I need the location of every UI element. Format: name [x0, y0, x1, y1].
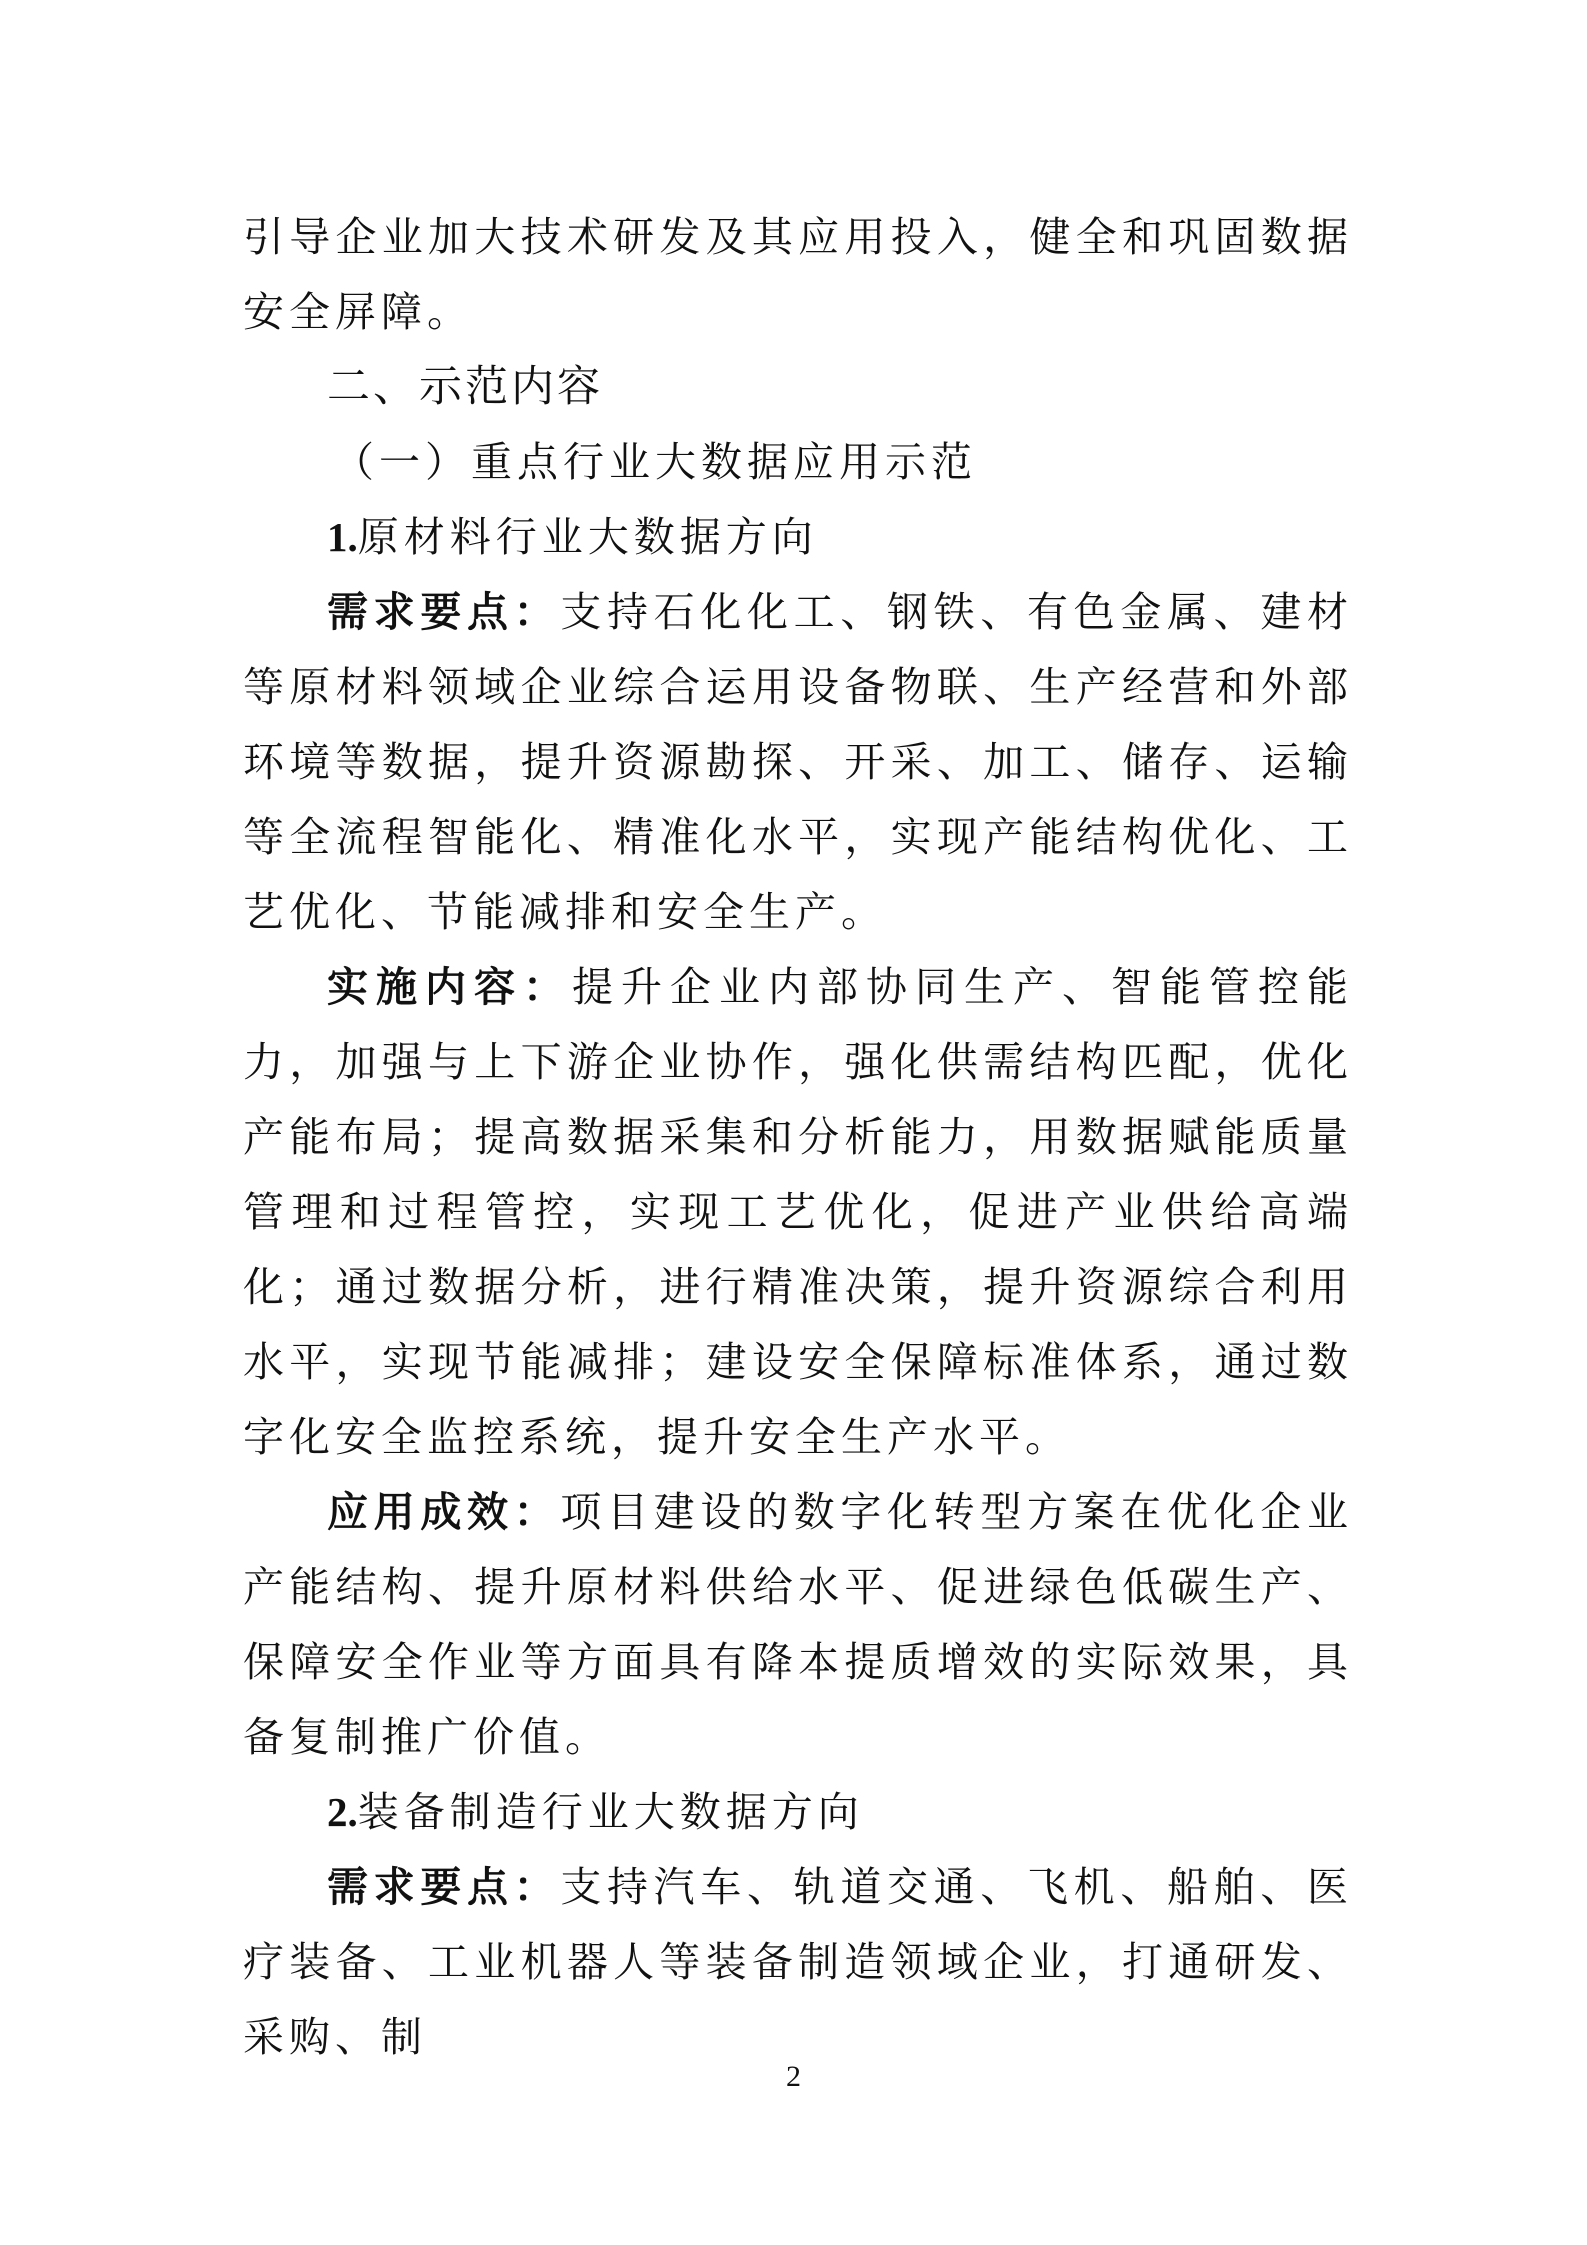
item1-demand-paragraph [243, 575, 1353, 950]
item2-heading [243, 1775, 1353, 1850]
item1-heading [243, 500, 1353, 575]
item1-demand-label: 需求要点： [327, 588, 561, 636]
item1-demand-text: 支持石化化工、钢铁、有色金属、建材等原材料领域企业综合运用设备物联、生产经营和外部环境等数据，提升资源勘探、开采、加工、储存、运输等全流程智能化、精准化水平，实现产能结构优化、工艺优化、节能减排和安全生产。 [243, 588, 1354, 936]
item2-number: 2. [327, 1789, 358, 1835]
item2-title: 装备制造行业大数据方向 [357, 1788, 864, 1836]
item2-demand-label: 需求要点： [327, 1863, 561, 1911]
item1-title: 原材料行业大数据方向 [357, 513, 818, 561]
item1-effect-label: 应用成效： [327, 1488, 561, 1536]
item1-implement-label: 实施内容： [327, 963, 572, 1011]
item1-number: 1. [327, 514, 358, 560]
subsection-title: （一）重点行业大数据应用示范 [333, 438, 977, 486]
item2-demand-paragraph [243, 1850, 1353, 2075]
item1-implement-paragraph [243, 950, 1353, 1475]
item1-effect-text: 项目建设的数字化转型方案在优化企业产能结构、提升原材料供给水平、促进绿色低碳生产、保障安全作业等方面具有降本提质增效的实际效果，具备复制推广价值。 [243, 1488, 1354, 1761]
item2-demand-text: 支持汽车、轨道交通、飞机、船舶、医疗装备、工业机器人等装备制造领域企业，打通研发、采购、制 [243, 1863, 1354, 2061]
paragraph-intro-tail: 引导企业加大技术研发及其应用投入，健全和巩固数据安全屏障。 [243, 213, 1353, 336]
item1-effect-paragraph [243, 1475, 1353, 1775]
document-body [243, 200, 1353, 2075]
section-title: 二、示范内容 [327, 362, 603, 412]
page-number: 2 [786, 2060, 801, 2093]
item1-implement-text: 提升企业内部协同生产、智能管控能力，加强与上下游企业协作，强化供需结构匹配，优化产能布局；提高数据采集和分析能力，用数据赋能质量管理和过程管控，实现工艺优化，促进产业供给高端化；通过数据分析，进行精准决策，提升资源综合利用水平，实现节能减排；建设安全保障标准体系，通过数字化安全监控系统，提升安全生产水平。 [243, 963, 1353, 1461]
